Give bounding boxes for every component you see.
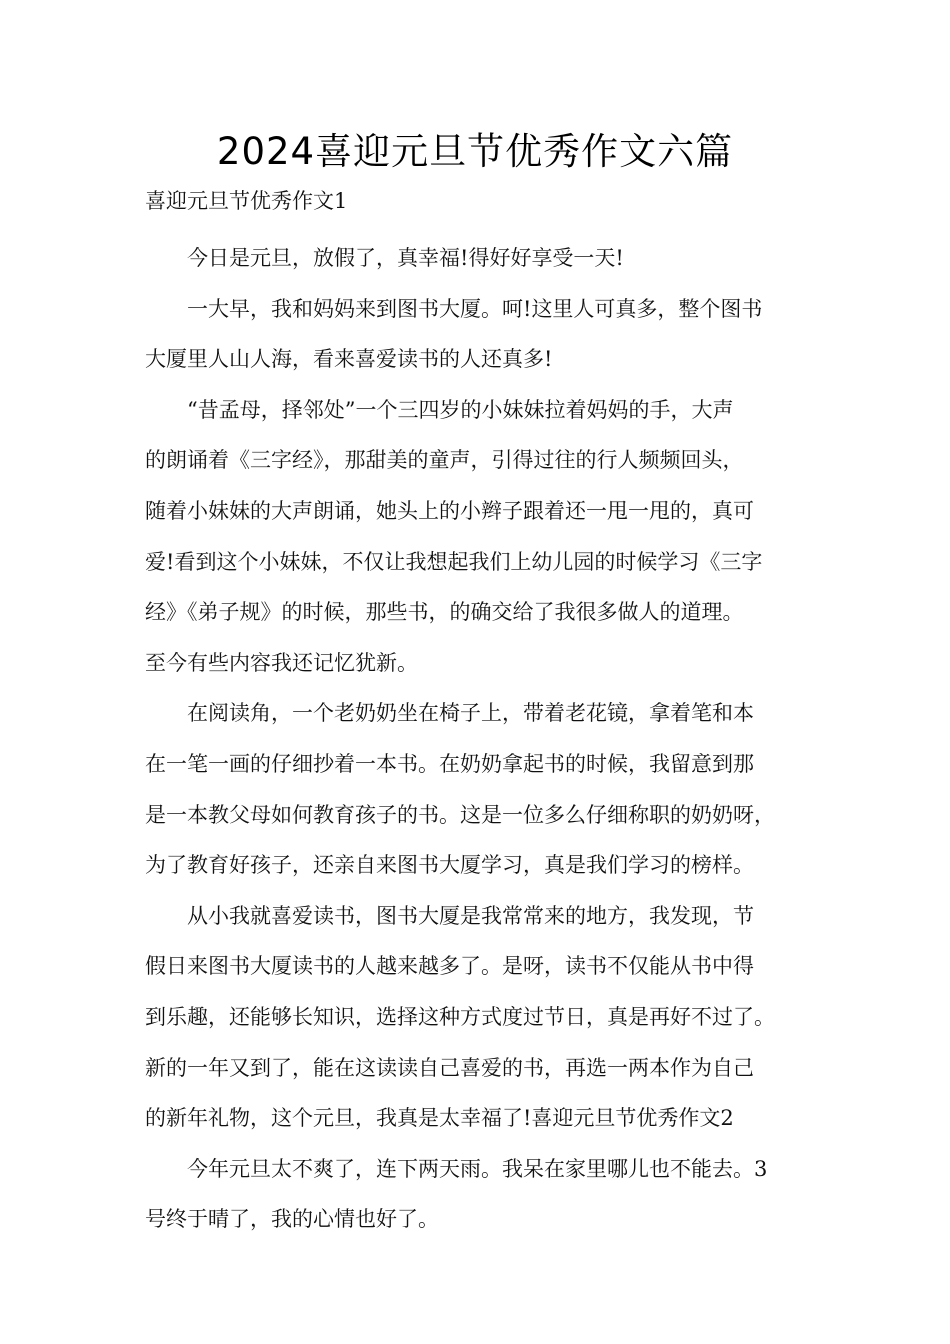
document-title: 2024喜迎元旦节优秀作文六篇 — [216, 130, 734, 173]
text-line: “昔孟母，择邻处”一个三四岁的小妹妹拉着妈妈的手，大声 — [187, 397, 734, 422]
text-line: 在一笔一画的仔细抄着一本书。在奶奶拿起书的时候，我留意到那 — [145, 751, 754, 776]
text-line: 大厦里人山人海，看来喜爱读书的人还真多! — [145, 347, 553, 372]
text-line: 经》《弟子规》的时候，那些书，的确交给了我很多做人的道理。 — [145, 600, 744, 625]
text-line: 号终于晴了，我的心情也好了。 — [145, 1207, 439, 1232]
text-line: 从小我就喜爱读书，图书大厦是我常常来的地方，我发现，节 — [187, 903, 754, 928]
text-line: 随着小妹妹的大声朗诵，她头上的小辫子跟着还一甩一甩的，真可 — [145, 498, 754, 523]
section-heading: 喜迎元旦节优秀作文1 — [145, 189, 348, 213]
text-line: 至今有些内容我还记忆犹新。 — [145, 650, 418, 675]
text-line: 在阅读角，一个老奶奶坐在椅子上，带着老花镜，拿着笔和本 — [187, 701, 754, 726]
text-line: 的朗诵着《三字经》，那甜美的童声，引得过往的行人频频回头， — [145, 448, 744, 473]
text-line: 一大早，我和妈妈来到图书大厦。呵!这里人可真多，整个图书 — [187, 296, 763, 321]
paragraph — [145, 385, 807, 689]
paragraph — [145, 1144, 807, 1245]
text-line: 为了教育好孩子，还亲自来图书大厦学习，真是我们学习的榜样。 — [145, 853, 754, 878]
text-line: 爱!看到这个小妹妹，不仅让我想起我们上幼儿园的时候学习《三字 — [145, 549, 763, 574]
text-line: 到乐趣，还能够长知识，选择这种方式度过节日，真是再好不过了。 — [145, 1004, 775, 1029]
text-line: 今年元旦太不爽了，连下两天雨。我呆在家里哪儿也不能去。3 — [187, 1156, 768, 1181]
paragraph — [145, 233, 807, 284]
paragraph — [145, 688, 807, 890]
document-body — [145, 233, 807, 1245]
text-line: 是一本教父母如何教育孩子的书。这是一位多么仔细称职的奶奶呀， — [145, 802, 775, 827]
text-line: 今日是元旦，放假了，真幸福!得好好享受一天! — [187, 246, 624, 270]
paragraph — [145, 891, 807, 1144]
text-line: 新的一年又到了，能在这读读自己喜爱的书，再选一两本作为自己 — [145, 1055, 754, 1080]
paragraph — [145, 284, 807, 385]
text-line: 的新年礼物，这个元旦，我真是太幸福了!喜迎元旦节优秀作文2 — [145, 1106, 734, 1131]
text-line: 假日来图书大厦读书的人越来越多了。是呀，读书不仅能从书中得 — [145, 954, 754, 979]
